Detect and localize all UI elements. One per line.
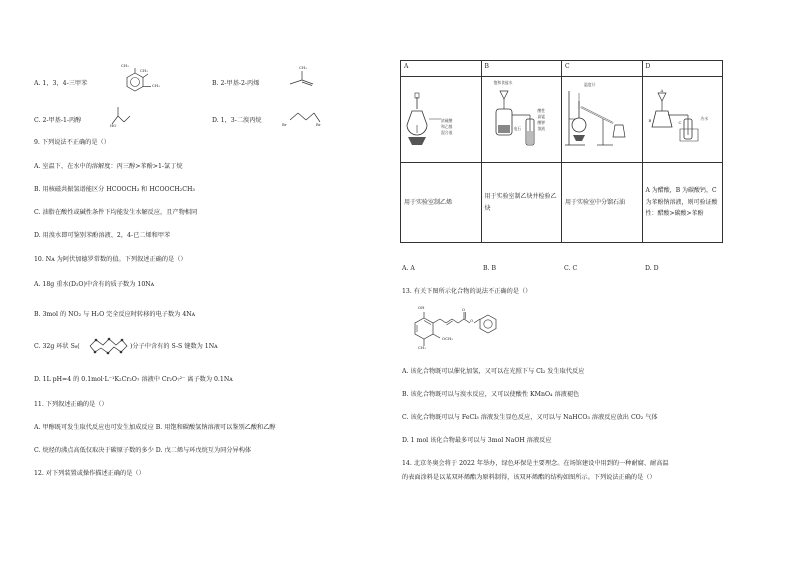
- acidity-apparatus-figure: [644, 79, 720, 151]
- q11-options-cd: C. 烷烃的沸点高低仅取决于碳原子数的多少 D. 戊二烯与环戊烷互为同分异构体: [34, 447, 252, 454]
- oh-label: OH: [418, 305, 425, 310]
- q12-stem: 12. 对下列装置或操作描述正确的是（）: [34, 470, 145, 477]
- q10-option-c-suffix: )分子中含有的 S-S 键数为 1Nᴀ: [130, 343, 218, 350]
- br-label: Br: [282, 122, 287, 127]
- q13-option-a: A. 该化合物既可以催化加氢，又可以在光照下与 Cl₂ 发生取代反应: [402, 368, 585, 375]
- caption-d: A 为醋酸，B 为碳酸钙，C 为苯酚钠溶液，则可验证酸性：醋酸>碳酸>苯酚: [642, 163, 723, 243]
- label-b-side-3: 酸钾: [537, 119, 546, 125]
- ho-label: HO: [110, 123, 117, 128]
- q12-option-b: B. B: [483, 265, 497, 272]
- apparatus-d-cell: [642, 76, 723, 162]
- label-a-1: 浓硫酸: [441, 117, 453, 123]
- label-d-cold-water: 冷水: [700, 115, 709, 121]
- q11-options-ab: A. 甲醇既可发生取代反应也可发生加成反应 B. 用饱和碳酸氢钠溶液可以鉴别乙酸和乙醇: [34, 424, 276, 431]
- q9-option-d: D. 用溴水即可鉴别苯酚溶液、2，4-已二烯和甲苯: [34, 232, 171, 239]
- q13-option-b: B. 该化合物既可以与溴水反应，又可以使酸性 KMnO₄ 溶液褪色: [402, 391, 580, 398]
- q9-option-a: A. 室温下，在水中的溶解度：丙三醇>苯酚>1-氯丁烷: [34, 163, 183, 170]
- q10-option-a: A. 18g 重水(D₂O)中含有的质子数为 10Nᴀ: [34, 281, 155, 288]
- q10-stem: 10. Nᴀ 为阿伏加德罗常数的值。下列叙述正确的是（）: [34, 256, 187, 263]
- label-d-b: B: [648, 117, 652, 123]
- label-c-thermometer: 温度计: [584, 81, 596, 87]
- q9-option-c: C. 油脂在酸性或碱性条件下均能发生水解反应，且产物相同: [34, 209, 198, 216]
- q11-stem: 11. 下列叙述正确的是（）: [34, 401, 108, 408]
- apparatus-a-cell: [401, 76, 482, 162]
- label-a-2: 和乙醇: [441, 123, 453, 129]
- label-b-side-1: 酸性: [537, 107, 546, 113]
- ester-o-label: O: [470, 318, 474, 323]
- header-a: A: [401, 61, 482, 77]
- q8-option-c: C. 2-甲基-1-丙醇: [34, 117, 82, 124]
- q13-option-d: D. 1 mol 该化合物最多可以与 3mol NaOH 溶液反应: [402, 437, 552, 444]
- q12-option-c: C. C: [564, 265, 578, 272]
- apparatus-b-cell: [481, 76, 562, 162]
- q10-option-d: D. 1L pH=4 的 0.1mol·L⁻¹K₂Cr₂O₇ 溶液中 Cr₂O₇²⁻ 离子数为 0.1Nᴀ: [34, 376, 233, 383]
- distillation-apparatus-figure: [563, 79, 639, 151]
- caption-c: 用于实验室中分馏石油: [562, 163, 643, 243]
- methylpropanol-structure: [100, 102, 140, 132]
- q14-line-1: 14. 北京冬奥会将于 2022 年举办，绿色环保是主要理念。在场馆建设中用到的一种耐腐、耐高温: [402, 460, 669, 467]
- caption-b: 用于实验室制乙炔并检验乙炔: [481, 163, 562, 243]
- header-b: B: [481, 61, 562, 77]
- caption-a: 用于实验室制乙烯: [401, 163, 482, 243]
- label-a-3: 混合液: [441, 129, 453, 135]
- ch3-label: CH₃: [121, 63, 129, 68]
- s8-ring-structure: [87, 336, 129, 356]
- och3-label: OCH₃: [442, 336, 453, 341]
- apparatus-c-cell: [562, 76, 643, 162]
- q14-line-2: 的表面涂料是以某双环烯酯为原料制得，该双环烯酯的结构如图所示。下列说法正确的是（）: [402, 474, 656, 481]
- label-d-a: A: [660, 87, 664, 93]
- q13-stem: 13. 有关下图所示化合物的说法不正确的是（）: [402, 288, 532, 295]
- header-c: C: [562, 61, 643, 77]
- q8-option-d: D. 1，3-二溴丙烷: [212, 117, 262, 124]
- ch3-label: CH₃: [418, 345, 426, 350]
- q12-option-d: D. D: [645, 265, 659, 272]
- header-d: D: [642, 61, 723, 77]
- carbonyl-o-label: O: [462, 307, 466, 312]
- label-b-carbide: 电石: [513, 125, 522, 131]
- ch3-label: CH₃: [152, 83, 160, 88]
- q10-option-b: B. 3mol 的 NO₂ 与 H₂O 完全反应时转移的电子数为 4Nᴀ: [34, 311, 196, 318]
- q8-option-a: A. 1，3，4-三甲苯: [34, 80, 88, 87]
- acetylene-apparatus-figure: [484, 79, 558, 151]
- br-label: Br: [316, 122, 321, 127]
- label-b-side-2: 高锰: [537, 113, 546, 119]
- label-b-side-4: 溶液: [537, 125, 546, 131]
- q9-option-b: B. 用核磁共振氢谱能区分 HCOOCH₃ 和 HCOOCH₂CH₃: [34, 186, 195, 193]
- ethylene-apparatus-figure: [403, 79, 477, 151]
- q8-option-b: B. 2-甲基-2-丙烯: [212, 80, 260, 87]
- q10-option-c-prefix: C. 32g 环状 S₈(: [34, 343, 80, 350]
- label-d-c: C: [678, 119, 682, 125]
- q9-stem: 9. 下列说法不正确的是（）: [34, 139, 110, 146]
- ch3-label: CH₃: [299, 65, 307, 70]
- q12-apparatus-table: [400, 60, 723, 243]
- q12-option-a: A. A: [402, 265, 415, 272]
- label-b-brine: 饱和食盐水: [493, 79, 513, 85]
- q13-option-c: C. 该化合物既可以与 FeCl₃ 溶液发生显色反应，又可以与 NaHCO₃ 溶液反应放出 CO₂ 气体: [402, 414, 658, 421]
- ch3-label: CH₃: [140, 68, 148, 73]
